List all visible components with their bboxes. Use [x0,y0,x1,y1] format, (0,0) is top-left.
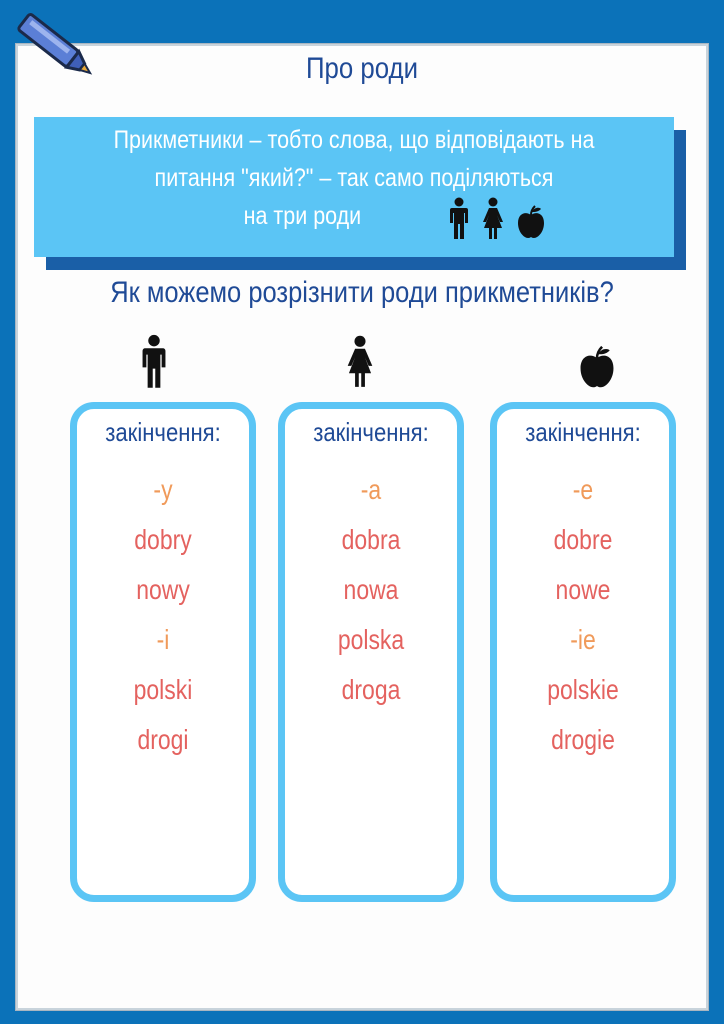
example-word: nowe [555,574,611,605]
example-word: dobre [553,524,613,555]
man-icon [140,330,168,392]
ending-suffix: -i [156,624,170,655]
woman-icon [344,330,376,392]
ending-suffix: -e [572,474,594,505]
example-word: drogie [551,724,615,755]
ending-suffix: -y [153,474,173,505]
info-line-3: на три роди [243,202,362,230]
masculine-column [70,402,256,902]
ending-list [285,465,457,715]
ending-list [497,465,669,765]
neuter-column [490,402,676,902]
example-word: dobra [341,524,401,555]
example-word: polski [133,674,193,705]
apple-icon [578,345,616,389]
apple-icon [516,205,546,239]
feminine-column [278,402,464,902]
example-word: nowy [136,574,190,605]
info-gender-icons [448,195,546,239]
page-title: Про роди [305,52,419,85]
example-word: drogi [137,724,189,755]
ending-list [77,465,249,765]
woman-icon [480,197,506,239]
example-word: droga [341,674,401,705]
column-heading: закінчення: [313,417,429,447]
example-word: dobry [134,524,192,555]
info-text [79,121,629,235]
info-line-2: питання "який?" – так само поділяються [154,164,554,192]
info-line-1: Прикметники – тобто слова, що відповідають на [113,126,595,154]
ending-suffix: -ie [570,624,596,655]
example-word: nowa [343,574,399,605]
man-icon [448,197,470,239]
example-word: polskie [547,674,619,705]
ending-suffix: -a [360,474,382,505]
section-question: Як можемо розрізнити роди прикметників? [110,276,614,309]
example-word: polska [337,624,405,655]
column-heading: закінчення: [105,417,221,447]
column-heading: закінчення: [525,417,641,447]
